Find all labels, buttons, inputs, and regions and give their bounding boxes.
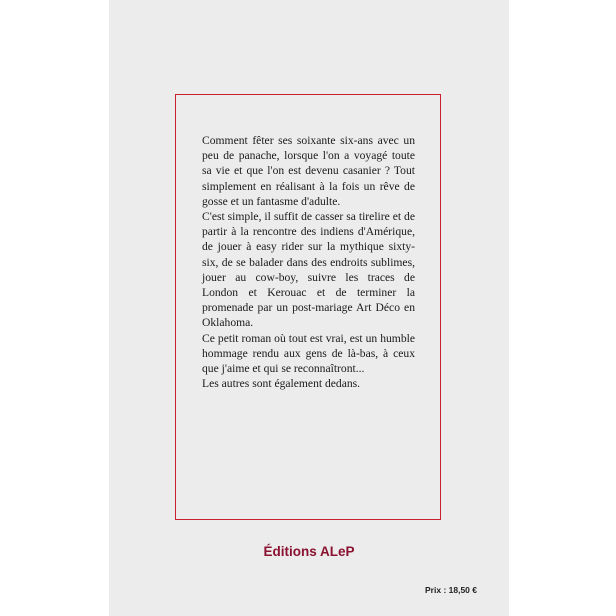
blurb-text — [202, 133, 415, 391]
blurb-frame — [175, 94, 441, 520]
blurb-paragraph: Comment fêter ses soixante six-ans avec un peu de panache, lorsque l'on a voyagé toute sa vie et que l'on est devenu casanier ? Tout simplement en réalisant à la fois un rêve de gosse et un fantasme d'adulte. — [202, 134, 415, 208]
blurb-paragraph: Les autres sont également dedans. — [202, 377, 361, 391]
back-cover-page — [109, 0, 509, 616]
publisher-name: Éditions ALeP — [263, 544, 355, 559]
price-label: Prix : 18,50 € — [425, 585, 477, 595]
blurb-paragraph: C'est simple, il suffit de casser sa tirelire et de partir à la rencontre des indiens d'Amérique, de jouer à easy rider sur la mythique sixty-six, de se balader dans des endroits sublimes, jouer au cow-boy, suivre les traces de London et Kerouac et de terminer la promenade par un post-mariage Art Déco en Oklahoma. — [202, 210, 415, 330]
blurb-paragraph: Ce petit roman où tout est vrai, est un humble hommage rendu aux gens de là-bas, à ceux que j'aime et qui se reconnaîtront... — [202, 331, 415, 376]
